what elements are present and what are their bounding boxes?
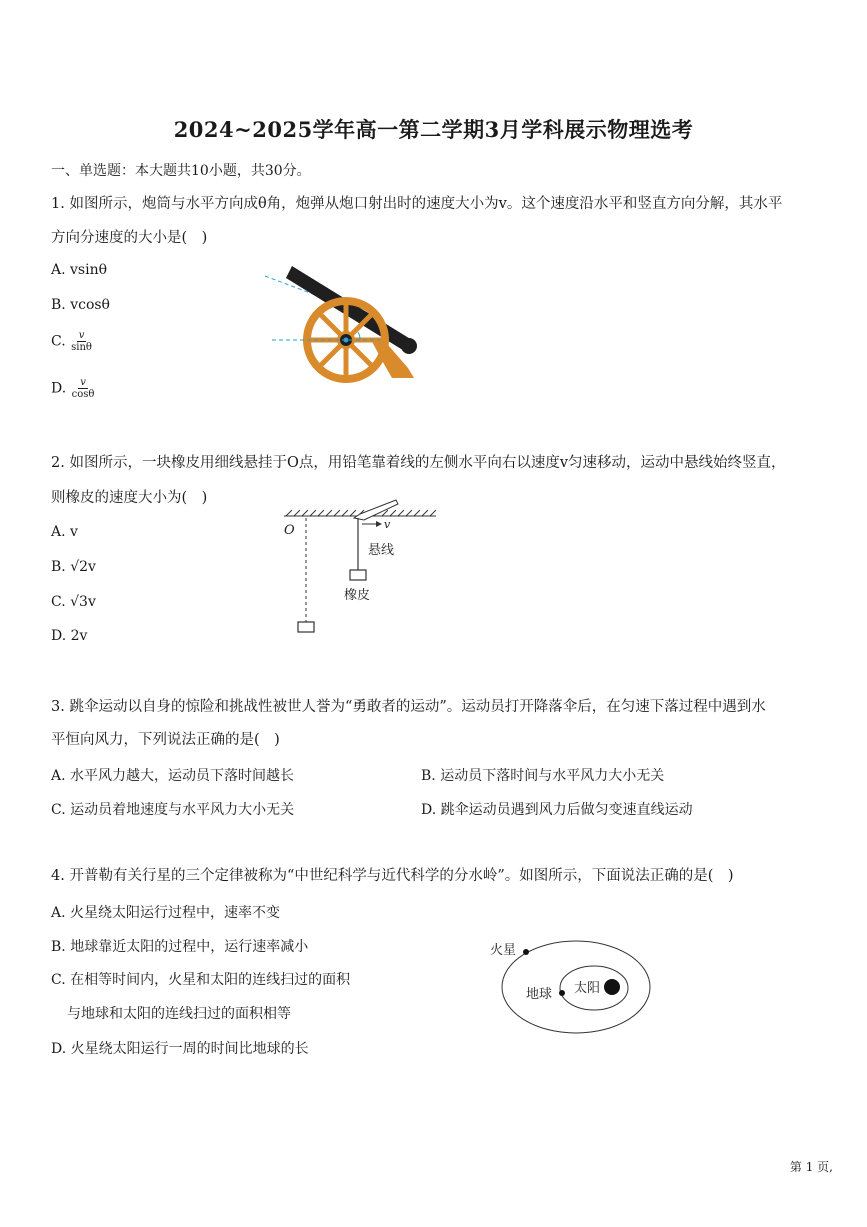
q4-stem: 4. 开普勒有关行星的三个定律被称为“中世纪科学与近代科学的分水岭”。如图所示，下面说法正确的是( ) xyxy=(51,868,734,884)
q4-option-b[interactable]: B. 地球靠近太阳的过程中，运行速率减小 xyxy=(51,939,309,955)
q3-option-a[interactable]: A. 水平风力越大，运动员下落时间越长 xyxy=(51,768,295,784)
eraser-figure xyxy=(278,496,443,641)
initial-eraser xyxy=(298,622,314,632)
q2-option-c[interactable]: C. √3v xyxy=(51,594,96,610)
q2-option-a[interactable]: A. v xyxy=(51,524,78,540)
q1-option-a[interactable]: A. vsinθ xyxy=(51,262,108,278)
cannon-figure xyxy=(260,260,420,385)
velocity-label: v xyxy=(384,518,391,531)
q1-option-c-denominator: sinθ xyxy=(71,342,92,353)
q1-option-d-numerator: v xyxy=(80,377,86,388)
q4-option-c-line2[interactable]: 与地球和太阳的连线扫过的面积相等 xyxy=(67,1006,291,1022)
q4-option-d[interactable]: D. 火星绕太阳运行一周的时间比地球的长 xyxy=(51,1041,309,1057)
q2-option-d[interactable]: D. 2v xyxy=(51,628,88,644)
q1-option-d-prefix: D. xyxy=(51,380,67,397)
q1-option-d-fraction xyxy=(71,377,96,400)
sun xyxy=(604,979,620,995)
eraser xyxy=(350,570,366,580)
earth xyxy=(559,990,565,996)
q3-stem-line2: 平恒向风力，下列说法正确的是( ) xyxy=(51,732,280,748)
thread-label: 悬线 xyxy=(368,543,395,558)
q2-option-b[interactable]: B. √2v xyxy=(51,559,96,575)
q1-stem-line2: 方向分速度的大小是( ) xyxy=(51,230,208,246)
q2-stem-line2: 则橡皮的速度大小为( ) xyxy=(51,490,208,506)
page-number: 第 1 页, xyxy=(789,1160,833,1174)
q1-stem-line1: 1. 如图所示，炮筒与水平方向成θ角，炮弹从炮口射出时的速度大小为v。这个速度沿水平和竖直方向分解，其水平 xyxy=(51,196,783,212)
q3-option-d[interactable]: D. 跳伞运动员遇到风力后做匀变速直线运动 xyxy=(421,802,693,818)
q4-option-a[interactable]: A. 火星绕太阳运行过程中，速率不变 xyxy=(51,905,281,921)
sun-label: 太阳 xyxy=(574,981,601,996)
q1-option-c-numerator: v xyxy=(78,330,85,341)
q1-option-c-prefix: C. xyxy=(51,333,66,350)
section-heading: 一、单选题：本大题共10小题，共30分。 xyxy=(51,163,311,179)
q1-option-c[interactable] xyxy=(51,330,93,353)
point-o-label: O xyxy=(284,523,295,538)
q3-option-c[interactable]: C. 运动员着地速度与水平风力大小无关 xyxy=(51,802,295,818)
q3-option-b[interactable]: B. 运动员下落时间与水平风力大小无关 xyxy=(421,768,665,784)
mars-label: 火星 xyxy=(490,943,517,958)
eraser-label: 橡皮 xyxy=(344,588,371,603)
q2-stem-line1: 2. 如图所示，一块橡皮用细线悬挂于O点，用铅笔靠着线的左侧水平向右以速度v匀速移动，运动中悬线始终竖直， xyxy=(51,455,786,471)
velocity-arrowhead xyxy=(376,521,382,527)
q1-option-d-denominator: cosθ xyxy=(71,389,95,400)
q1-option-c-fraction xyxy=(70,330,93,353)
q4-option-c-line1[interactable]: C. 在相等时间内，火星和太阳的连线扫过的面积 xyxy=(51,972,351,988)
page-title: 2024~2025学年高一第二学期3月学科展示物理选考 xyxy=(173,117,694,142)
q1-option-d[interactable] xyxy=(51,377,95,400)
orbit-figure xyxy=(486,932,656,1037)
q1-option-b[interactable]: B. vcosθ xyxy=(51,297,110,313)
pencil xyxy=(354,500,398,520)
q3-stem-line1: 3. 跳伞运动以自身的惊险和挑战性被世人誉为“勇敢者的运动”。运动员打开降落伞后，在匀速下落过程中遇到水 xyxy=(51,699,766,715)
earth-label: 地球 xyxy=(526,987,553,1002)
mars xyxy=(523,949,529,955)
